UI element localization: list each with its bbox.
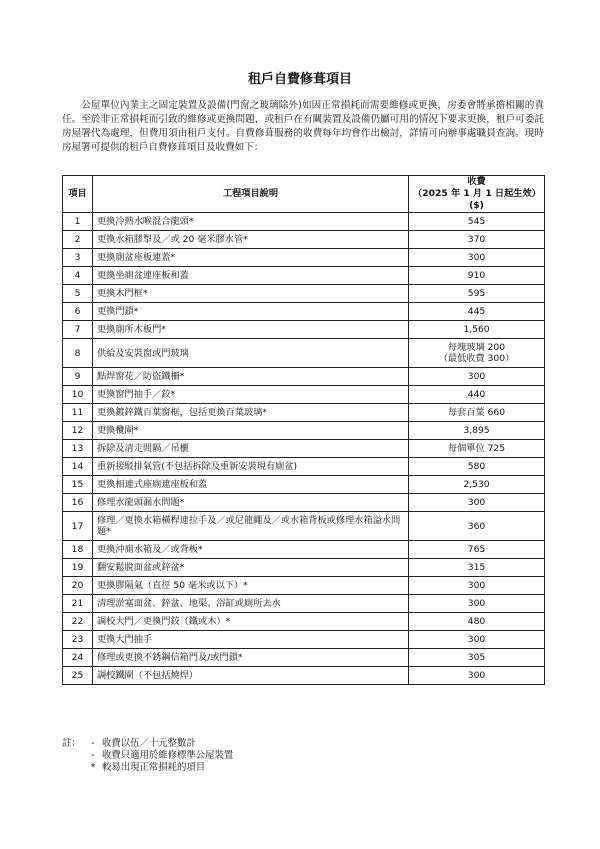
row-description: 更換冷熱水喉混合龍頭* (93, 213, 409, 231)
note-row (62, 750, 542, 762)
row-fee (409, 595, 545, 613)
row-description: 更換鍍鋅鐵百葉窗框，包括更換百葉玻璃* (93, 404, 409, 422)
table-row (63, 631, 545, 649)
row-fee-value: 765 (467, 544, 486, 555)
row-item-number: 11 (63, 404, 93, 422)
row-description: 修理／更換水箱橫桿連拉手及／或尼龍繩及／或水箱背板或修理水箱溢水問題* (93, 512, 409, 541)
row-fee (409, 512, 545, 541)
table-row (63, 440, 545, 458)
note-row (62, 762, 542, 774)
table-row (63, 494, 545, 512)
table-row (63, 321, 545, 339)
row-fee (409, 458, 545, 476)
row-fee-value: 300 (467, 252, 486, 263)
row-fee (409, 422, 545, 440)
row-description: 更換坐廁盆連座板和蓋 (93, 267, 409, 285)
row-item-number: 4 (63, 267, 93, 285)
row-fee (409, 285, 545, 303)
table-row (63, 458, 545, 476)
table-row (63, 422, 545, 440)
note-mark: - (91, 738, 95, 749)
note-text: 收費只適用於維修標準公屋裝置 (102, 750, 234, 761)
row-description: 更換水箱膠掣及／或 20 毫米膠水管* (93, 231, 409, 249)
table-row (63, 213, 545, 231)
row-fee-value: 每塊玻璃 200 (447, 342, 506, 353)
row-fee-value: 300 (467, 634, 486, 645)
table-header-row (63, 176, 545, 213)
row-description: 更換廁所木板門* (93, 321, 409, 339)
row-item-number: 17 (63, 512, 93, 541)
row-fee (409, 404, 545, 422)
row-fee (409, 213, 545, 231)
table-row (63, 613, 545, 631)
row-fee-value: 545 (467, 216, 486, 227)
intro-paragraph: 公屋單位內業主之固定裝置及設備(門窗之玻璃除外)如因正常損耗而需要維修或更換，房委會將承擔相關的責任。至於非正常損耗而引致的維修或更換問題，或租戶在有關裝置及設備仍屬可用的情況下要求更換，租戶可委託房屋署代為處理，但費用須由租戶支付。自費修葺服務的收費每年均會作出檢討，詳情可向辦事處職員查詢。現時房屋署可提供的租戶自費修葺項目及收費如下： (62, 100, 544, 153)
table-row (63, 595, 545, 613)
row-item-number: 5 (63, 285, 93, 303)
notes-section (62, 738, 542, 774)
row-description: 更換膠隔氣（直徑 50 毫米或以下）* (93, 577, 409, 595)
row-description: 清理淤塞面盆、鋅盆、地渠、浴缸或廁所去水 (93, 595, 409, 613)
header-fee-line1: 收費 (467, 176, 486, 187)
table-row (63, 339, 545, 368)
row-description: 翻安鬆脫面盆或鋅盆* (93, 559, 409, 577)
row-description: 調校大門／更換門鉸（鐵或木）* (93, 613, 409, 631)
row-fee-value: 595 (467, 288, 486, 299)
row-item-number: 1 (63, 213, 93, 231)
row-fee (409, 249, 545, 267)
row-description: 調校鐵閘（不包括燒焊） (93, 667, 409, 685)
row-fee (409, 368, 545, 386)
row-description: 更換欖閘* (93, 422, 409, 440)
page-title: 租戶自費修葺項目 (247, 72, 352, 87)
row-description: 重新接駁排氣管(不包括拆除及重新安裝現有廁盆) (93, 458, 409, 476)
header-fee-line3: ($) (469, 200, 484, 211)
table-row (63, 404, 545, 422)
row-fee-value: 445 (467, 306, 486, 317)
row-fee-value: 每個單位 725 (447, 443, 506, 454)
table-row (63, 231, 545, 249)
row-fee (409, 541, 545, 559)
table-row (63, 476, 545, 494)
header-description: 工程項目說明 (93, 176, 409, 213)
header-item: 項目 (63, 176, 93, 213)
row-item-number: 8 (63, 339, 93, 368)
row-fee-value: 370 (467, 234, 486, 245)
row-item-number: 3 (63, 249, 93, 267)
header-fee-line2: （2025 年 1 月 1 日起生效） (413, 188, 541, 199)
row-fee (409, 321, 545, 339)
table-row (63, 559, 545, 577)
row-item-number: 2 (63, 231, 93, 249)
row-description: 更換窗門抽手／鉸* (93, 386, 409, 404)
row-fee (409, 667, 545, 685)
row-item-number: 18 (63, 541, 93, 559)
table-row (63, 512, 545, 541)
note-mark: * (90, 762, 96, 773)
note-text: 較易出現正常損耗的項目 (102, 762, 206, 773)
row-item-number: 16 (63, 494, 93, 512)
note-row (62, 738, 542, 750)
row-fee (409, 267, 545, 285)
row-item-number: 20 (63, 577, 93, 595)
table-row (63, 386, 545, 404)
row-fee-value: 910 (467, 270, 486, 281)
table-row (63, 267, 545, 285)
row-fee (409, 440, 545, 458)
row-fee-value: 440 (467, 389, 486, 400)
row-item-number: 15 (63, 476, 93, 494)
row-fee-value: 300 (467, 598, 486, 609)
row-fee (409, 386, 545, 404)
table-row (63, 303, 545, 321)
row-description: 點焊窗花／防盜鐵柵* (93, 368, 409, 386)
row-fee-note: （最低收費 300） (438, 353, 515, 364)
table-row (63, 368, 545, 386)
row-description: 更換大門抽手 (93, 631, 409, 649)
row-fee (409, 631, 545, 649)
row-fee (409, 339, 545, 368)
row-fee (409, 577, 545, 595)
row-item-number: 19 (63, 559, 93, 577)
row-description: 更換廁盆座板連蓋* (93, 249, 409, 267)
row-fee-value: 300 (467, 670, 486, 681)
row-item-number: 13 (63, 440, 93, 458)
row-fee-value: 315 (467, 562, 486, 573)
row-fee-value: 300 (467, 580, 486, 591)
row-description: 更換沖廁水箱及／或背板* (93, 541, 409, 559)
table-row (63, 667, 545, 685)
table-row (63, 649, 545, 667)
table-body (63, 213, 545, 685)
row-fee-value: 360 (467, 520, 486, 532)
row-fee (409, 559, 545, 577)
notes-label: 註： (62, 738, 81, 749)
row-description: 修理水龍頭漏水問題* (93, 494, 409, 512)
note-text: 收費以伍／十元整數計 (102, 738, 196, 749)
row-fee-value: 1,560 (463, 324, 490, 335)
header-fee (409, 176, 545, 213)
row-description: 修理或更換不銹鋼信箱門及/或門鎖* (93, 649, 409, 667)
row-fee-value: 300 (467, 497, 486, 508)
row-description: 更換木門框* (93, 285, 409, 303)
row-fee-value: 300 (467, 371, 486, 382)
row-fee-value: 480 (467, 616, 486, 627)
row-item-number: 10 (63, 386, 93, 404)
note-mark: - (91, 750, 95, 761)
row-item-number: 7 (63, 321, 93, 339)
row-item-number: 22 (63, 613, 93, 631)
row-item-number: 6 (63, 303, 93, 321)
row-item-number: 14 (63, 458, 93, 476)
row-fee-value: 3,895 (463, 425, 490, 436)
row-fee (409, 649, 545, 667)
row-fee-value: 580 (467, 461, 486, 472)
row-fee (409, 613, 545, 631)
row-description: 更換相連式座廁連座板和蓋 (93, 476, 409, 494)
table-row (63, 541, 545, 559)
row-item-number: 9 (63, 368, 93, 386)
row-description: 拆除及清走間隔／吊櫃 (93, 440, 409, 458)
row-fee (409, 476, 545, 494)
row-description: 更換門鎖* (93, 303, 409, 321)
row-item-number: 23 (63, 631, 93, 649)
table-row (63, 249, 545, 267)
row-item-number: 25 (63, 667, 93, 685)
row-fee-value: 2,530 (463, 479, 490, 490)
row-item-number: 24 (63, 649, 93, 667)
table-row (63, 577, 545, 595)
row-item-number: 21 (63, 595, 93, 613)
row-fee (409, 303, 545, 321)
row-fee-value: 305 (467, 652, 486, 663)
fee-table (62, 175, 545, 685)
row-fee (409, 494, 545, 512)
row-description: 供給及安裝窗或門玻璃 (93, 339, 409, 368)
row-fee-value: 每套百葉 660 (447, 407, 506, 418)
row-item-number: 12 (63, 422, 93, 440)
row-fee (409, 231, 545, 249)
table-row (63, 285, 545, 303)
